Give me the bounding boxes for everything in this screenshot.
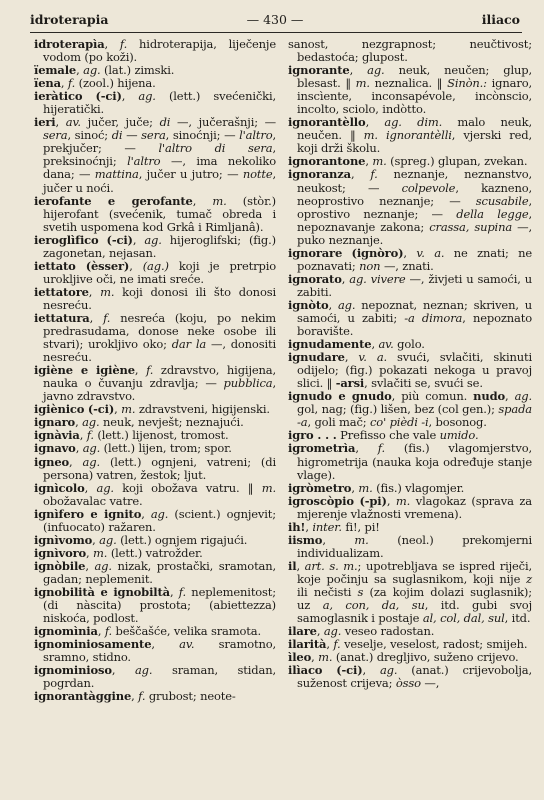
dictionary-entry: ignomìnia, f. beščašće, velika sramota. xyxy=(34,624,261,639)
dictionary-entry: ignìcolo, ag. koji obožava vatru. ‖ m. obožavalac vatre. xyxy=(34,480,276,508)
header-rule xyxy=(30,32,522,33)
dictionary-entry: iettatura, f. nesreća (koju, po nekim predrasudama, donose neke osobe ili stvari); urokljivo oko; dar la —, donositi nesreću. xyxy=(34,310,277,365)
dictionary-entry: ilìaco (-ci), ag. (anat.) crijevobolja, suženost crijeva; òsso —, xyxy=(288,663,532,691)
dictionary-entry: il, art. s. m.; upotrebljava se ispred riječi, koje počinju sa suglasnikom, koji nije z ili nečisti s (za kojim dolazi suglasnik); uz a, con, da, su, itd. gubi svoj samoglasnik i postaje al, col, dal, sul, itd. xyxy=(288,558,533,626)
dictionary-entry: ilare, ag. veseo radostan. xyxy=(288,624,435,639)
header-left-guide-word: idroterapia xyxy=(30,12,109,27)
dictionary-entry: iismo, m. (neol.) prekomjerni individualizam. xyxy=(288,532,532,560)
right-column xyxy=(288,38,532,690)
dictionary-entry: igroscòpio (-pi), m. vlagokaz (sprava za mjerenje vlažnosti vremena). xyxy=(288,493,532,521)
dictionary-entry: ignorante, ag. neuk, neučen; glup, blesast. ‖ m. neznalica. ‖ Sinòn.: ignaro, inscìente, inconsapévole, incònscio, incolto, sciolo, indòtto. xyxy=(288,63,532,117)
dictionary-entry: igneo, ag. (lett.) ognjeni, vatreni; (di persona) vatren, žestok; ljut. xyxy=(34,454,276,482)
dictionary-entry: ieràtico (-ci), ag. (lett.) svećenički, hijeratički. xyxy=(34,89,276,117)
dictionary-entry: ignìvomo, ag. (lett.) ognjem rigajući. xyxy=(34,532,248,547)
dictionary-entry: ignorantone, m. (spreg.) glupan, zvekan. xyxy=(288,154,528,169)
dictionary-entry: ignòto, ag. nepoznat, neznan; skriven, u samoći, u zabiti; -a dimora, nepoznato boravište. xyxy=(288,297,533,339)
dictionary-entry: ih!, inter. fi!, pi! xyxy=(288,519,380,534)
dictionary-entry: ignàvia, f. (lett.) lijenost, tromost. xyxy=(34,428,229,443)
dictionary-entry: ignòbile, ag. nizak, prostački, sramotan, gadan; neplemenit. xyxy=(34,558,277,586)
dictionary-entry: ignorare (ignòro), v. a. ne znati; ne poznavati; non —, znati. xyxy=(288,245,532,273)
dictionary-entry: iettato (èsser), (ag.) koji je pretrpio urokljive oči, ne imati sreće. xyxy=(34,258,276,286)
dictionary-entry: ignudo e gnudo, più comun. nudo, ag. gol, nag; (fig.) lišen, bez (col gen.); spada -a, goli mač; co' pièdi -i, bosonog. xyxy=(288,389,533,430)
page-number: — 430 — xyxy=(246,12,304,27)
dictionary-entry: ieroglìfico (-ci), ag. hijeroglifski; (fig.) zagonetan, nejasan. xyxy=(34,232,276,260)
dictionary-entry: igiènico (-ci), m. zdravstveni, higijenski. xyxy=(34,402,270,417)
dictionary-entry: ignorantàggine, f. grubost; neote- xyxy=(34,689,236,704)
dictionary-entry: ignorato, ag. vivere —, živjeti u samoći, u zabiti. xyxy=(288,271,532,299)
dictionary-entry: ignavo, ag. (lett.) lijen, trom; spor. xyxy=(34,441,232,456)
dictionary-entry: igrometrìa, f. (fis.) vlagomjerstvo, higrometrija (nauka koja određuje stanje vlage). xyxy=(288,441,533,482)
dictionary-entry: ignudare, v. a. svući, svlačiti, skinuti odijelo; (fig.) pokazati nekoga u pravoj slici. ‖ -arsi, svlačiti se, svući se. xyxy=(288,350,532,391)
dictionary-entry: iettatore, m. koji donosi ili što donosi nesreću. xyxy=(34,284,276,312)
dictionary-entry: sanost, nezgrapnost; neučtivost; bedastoća; glupost. xyxy=(288,37,532,65)
dictionary-entry: igròmetro, m. (fis.) vlagomjer. xyxy=(288,480,465,495)
dictionary-entry: ierofante e gerofante, m. (stòr.) hijerofant (svećenik, tumač obreda i svetih uspomena kod Grkâ i Rimljanâ). xyxy=(34,193,276,234)
dictionary-entry: igiène e igiène, f. zdravstvo, higijena, nauka o čuvanju zdravlja; — pubblica, javno zdravstvo. xyxy=(34,363,276,404)
page-header xyxy=(30,12,520,32)
dictionary-entry: ilarità, f. veselje, veselost, radost; smijeh. xyxy=(288,637,528,652)
dictionary-entry: ignobilità e ignobiltà, f. neplemenitost; (di nàscita) prostota; (abiettezza) niskoća, podlost. xyxy=(34,584,277,626)
left-column xyxy=(34,38,276,703)
dictionary-entry: ïemale, ag. (lat.) zimski. xyxy=(34,63,175,78)
dictionary-entry: ignìfero e ignito, ag. (scient.) ognjevit; (infuocato) ražaren. xyxy=(34,506,277,534)
dictionary-entry: ignoranza, f. neznanje, neznanstvo, neukost; — colpevole, kazneno, neoprostivo neznanje; — scusabile, oprostivo neznanje; — della legge, nepoznavanje zakona; crassa, supina —, puko neznanje. xyxy=(288,167,532,247)
dictionary-entry: ieri, av. jučer, juče; di —, jučerašnji; — sera, sinoć; di — sera, sinoćnji; — l'altro, prekjučer; — l'altro di sera, preksinoćnji; l'altro —, ima nekoliko dana; — mattina, jučer u jutro; — notte, jučer u noći. xyxy=(34,115,277,195)
dictionary-entry: ignudamente, av. golo. xyxy=(288,337,425,352)
dictionary-entry: ignìvoro, m. (lett.) vatrožder. xyxy=(34,545,203,560)
dictionary-entry: ignorantèllo, ag. dim. malo neuk, neučen. ‖ m. ignorantèlli, vjerski red, koji drži školu. xyxy=(288,115,532,156)
dictionary-entry: ignominioso, ag. sraman, stidan, pogrdan. xyxy=(34,663,276,691)
header-right-guide-word: iliaco xyxy=(481,12,520,27)
dictionary-entry: idroterapìa, f. hidroterapija, liječenje vodom (po koži). xyxy=(34,37,277,65)
dictionary-entry: ignaro, ag. neuk, nevješt; neznajući. xyxy=(34,415,244,430)
dictionary-entry: ìleo, m. (anat.) dregljivo, suženo crijevo. xyxy=(288,650,519,665)
dictionary-entry: ignominiosamente, av. sramotno, sramno, stidno. xyxy=(34,637,276,665)
dictionary-entry: ïena, f. (zool.) hijena. xyxy=(34,76,156,91)
dictionary-entry: igro . . . Prefisso che vale umido. xyxy=(288,428,479,443)
